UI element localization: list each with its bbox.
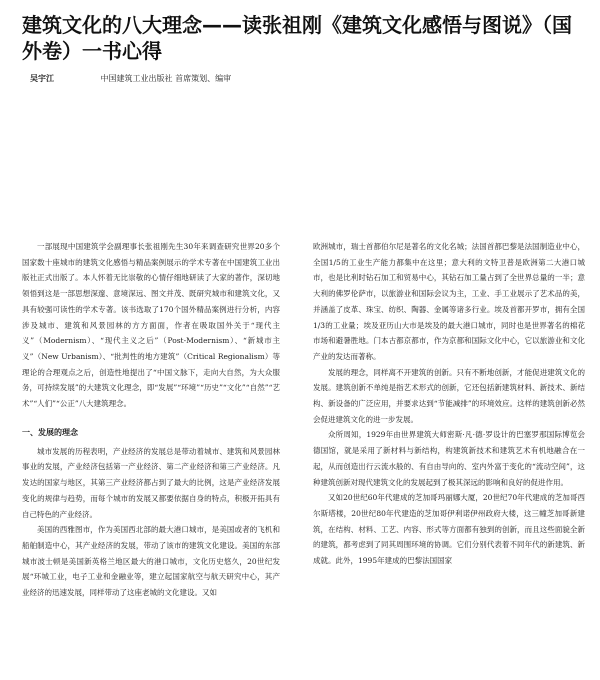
paragraph: 众所周知，1929年由世界建筑大师密斯·凡·德·罗设计的巴塞罗那国际博览会德国馆，就是采用了新材料与新结构，构建筑新技术和建筑艺术有机地融合在一起，从而创造出行云流水般的、有自由导向的、室内外富于变化的“流动空间”，这种建筑创新对现代建筑文化的发展起到了极其深远的影响和良好的促进作用。 — [313, 430, 585, 487]
author-name: 吴宇江 — [30, 74, 54, 83]
byline — [30, 73, 570, 85]
paragraph-intro: 一部展现中国建筑学会副理事长张祖刚先生30年来调查研究世界20多个国家数十座城市的建筑文化感悟与精品案例展示的学术专著在中国建筑工业出版社正式出版了。本人怀着无比崇敬的心情仔细地研读了大家的著作，深切地领悟到这是一部思想深邃、意境深远、图文并茂、既研究城市和建筑文化，又具有较强可读性的学术专著。该书选取了170个国外精品案例进行分析，内容涉及城市、建筑和风景园林的方方面面，作者在吸取国外关于“现代主义”（Modernism）、“现代主义之后”（Post-Modernism）、“新城市主义”（New Urbanism）、“批判性的地方建筑”（Critical Regionalism）等理论的合理观点之后，创造性地提出了“中国文脉下，走向大自然，为大众服务，可持续发展”的大建筑文化理念，即“发展”“环境”“历史”“文化”“自然”“艺术”“人们”“公正”八大建筑理念。 — [22, 242, 280, 409]
left-column — [22, 239, 280, 601]
paragraph: 城市发展的历程表明，产业经济的发展总是带动着城市、建筑和风景园林事业的发展，产业经济包括第一产业经济、第二产业经济和第三产业经济。凡发达的国家与地区，其第三产业经济都占到了最大的比例，这是产业经济发展变化的规律与趋势，而每个城市的发展又都要依据自身的特点，积极开拓具有自己特色的产业经济。 — [22, 446, 280, 519]
section-heading-development: 一、发展的理念 — [22, 427, 78, 437]
author-affiliation: 中国建筑工业出版社 首席策划、编审 — [100, 74, 232, 83]
paragraph: 欧洲城市，瑞士首都伯尔尼是著名的文化名城；法国首都巴黎是法国制造业中心，全国1/5的工业生产能力都集中在这里；意大利的文特卫普是欧洲第二大港口城市，也是比利时钻石加工和贸易中心，其钻石加工量占到了全世界总量的一半；意大利的佛罗伦萨市，以旅游业和国际会议为主，工业、手工业展示了艺术品的美，并涵盖了皮革、珠宝、纺织、陶器、金属等诸多行业。埃及首都开罗市，拥有全国1/3的工业量；埃及亚历山大市是埃及的最大港口城市，同时也是世界著名的棉花市场和避暑胜地。门本古都京都市，作为京都和国际文化中心，它以旅游业和文化产业的发达而著称。 — [313, 242, 585, 361]
article-title: 建筑文化的八大理念——读张祖刚《建筑文化感悟与图说》（国外卷）一书心得 — [22, 13, 572, 63]
paragraph: 美国的西雅图市，作为美国西北部的最大港口城市，是美国或者的飞机和船舶制造中心，其产业经济的发展，带动了该市的建筑文化建设。美国的东部城市波士顿是美国新英格兰地区最大的港口城市，文化历史悠久，20世纪发展“环城工业，电子工业和金融业等，建立起国家航空与航天研究中心，其产业经济的迅速发展，同样带动了这座老城的文化建设。又如 — [22, 525, 280, 598]
paragraph: 发展的理念，同样离不开建筑的创新。只有不断地创新，才能促进建筑文化的发展。建筑创新不单纯是指艺术形式的创新，它还包括新建筑材料、新技术、新结构、新设备的广泛应用，并要求达到“节能减排”的环境效应。这样的建筑创新必然会促进建筑文化的进一步发展。 — [313, 367, 585, 424]
paragraph: 又如20世纪60年代建成的芝加哥玛丽娜大厦，20世纪70年代建成的芝加哥西尔斯塔楼，20世纪80年代建造的芝加哥伊利诺伊州政府大楼，这三幢芝加哥新建筑，在结构、材料、工艺、内容、形式等方面都有独到的创新，而且这些面貌全新的建筑，都考虑到了同其周围环境的协调。它们分别代表着不同年代的新建筑、新成就。此外，1995年建成的巴黎法国国家 — [313, 493, 585, 566]
right-column — [313, 239, 585, 569]
